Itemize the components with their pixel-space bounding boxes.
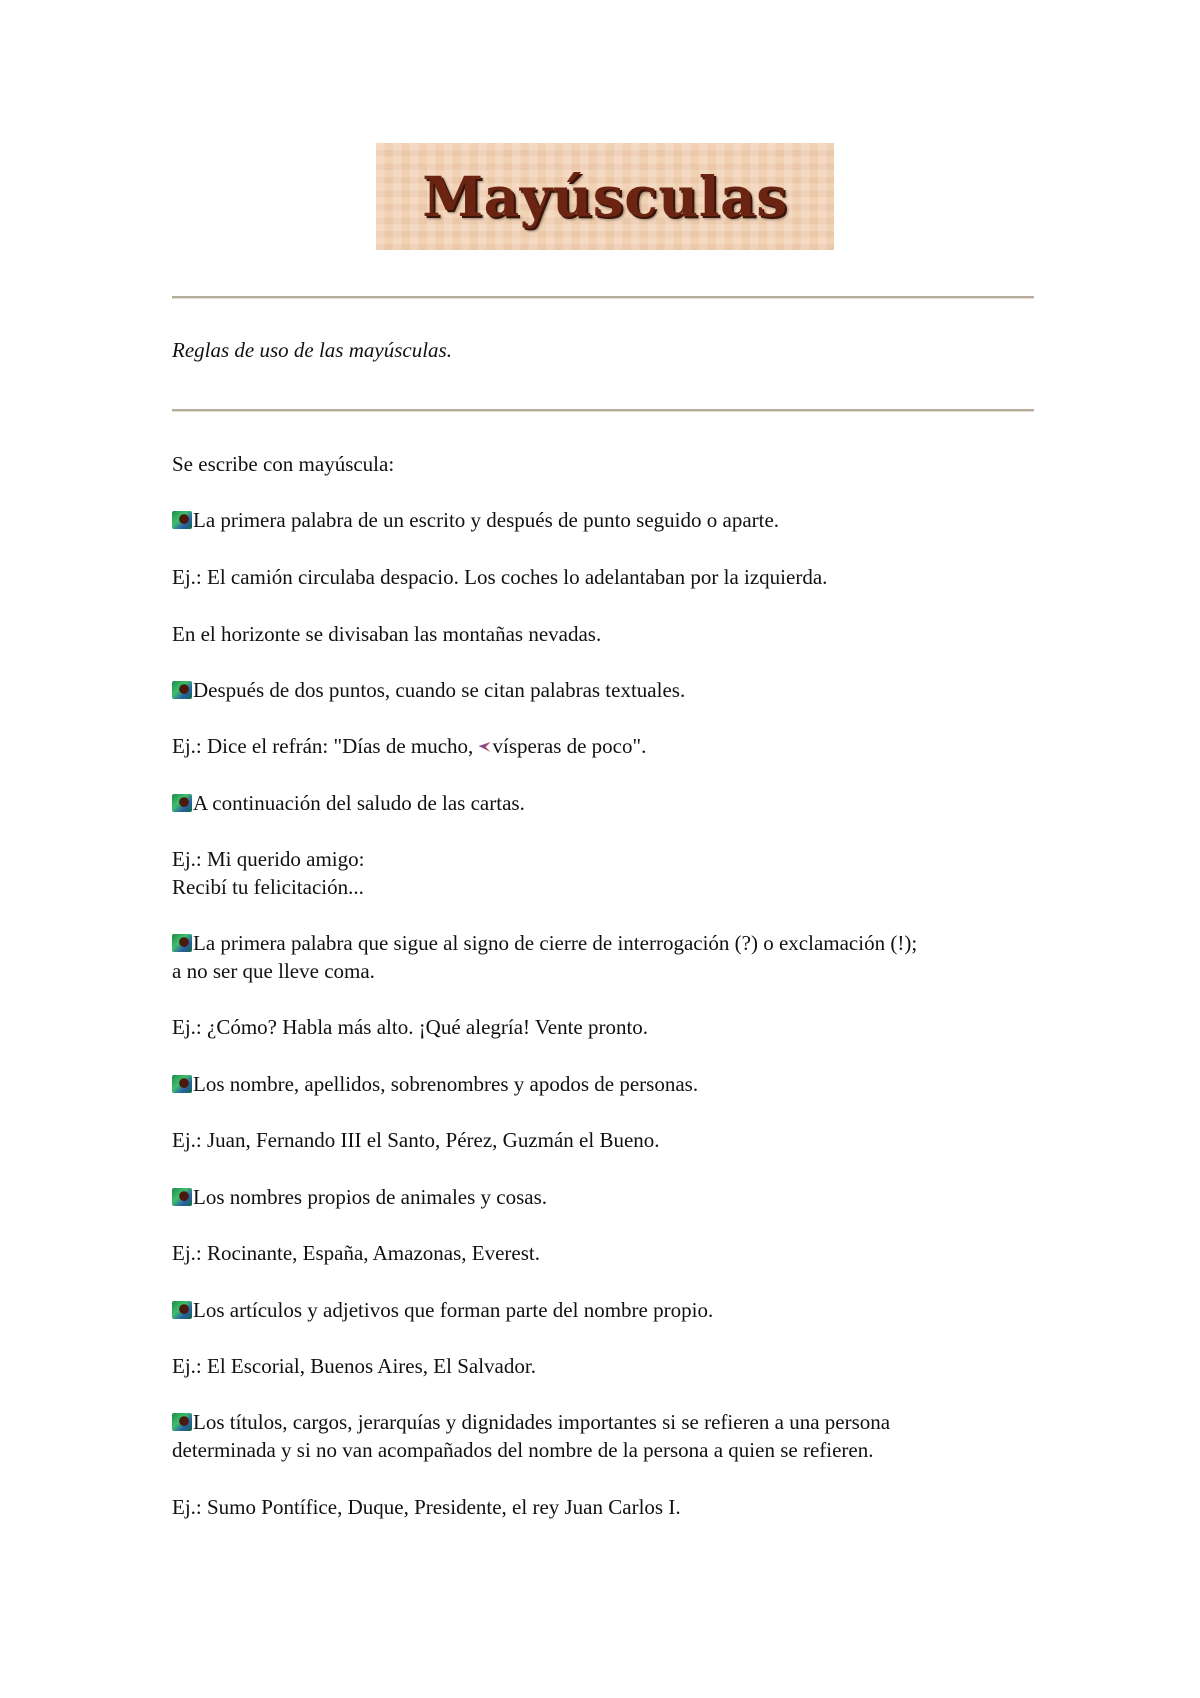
rule-text: Los títulos, cargos, jerarquías y dignidades importantes si se refieren a una persona [193,1410,891,1434]
bullet-icon [172,1413,192,1431]
example-line: En el horizonte se divisaban las montañas nevadas. [172,622,602,646]
bullet-icon [172,794,192,812]
example-line: Ej.: El camión circulaba despacio. Los coches lo adelantaban por la izquierda. [172,565,828,589]
quote-mark-icon [479,742,491,752]
bottom-divider [172,409,1034,412]
rule-text-continued: determinada y si no van acompañados del nombre de la persona a quien se refieren. [172,1438,874,1462]
bullet-icon [172,1188,192,1206]
example-line: Ej.: Sumo Pontífice, Duque, Presidente, el rey Juan Carlos I. [172,1495,681,1519]
bullet-icon [172,681,192,699]
page-subtitle: Reglas de uso de las mayúsculas. [172,338,452,362]
bullet-icon [172,1301,192,1319]
example-line: Ej.: El Escorial, Buenos Aires, El Salvador. [172,1354,536,1378]
example-text-before: Ej.: Dice el refrán: "Días de mucho, [172,734,479,758]
bullet-icon [172,1075,192,1093]
title-banner [376,143,834,250]
intro-text: Se escribe con mayúscula: [172,452,395,476]
example-line: Ej.: ¿Cómo? Habla más alto. ¡Qué alegría! Vente pronto. [172,1015,649,1039]
bullet-icon [172,511,192,529]
example-line: Ej.: Mi querido amigo: [172,847,365,871]
rule-item [172,1296,1052,1324]
example-line: Ej.: Juan, Fernando III el Santo, Pérez, Guzmán el Bueno. [172,1128,660,1152]
example-line: Ej.: Rocinante, España, Amazonas, Everest. [172,1241,540,1265]
rule-text: La primera palabra de un escrito y después de punto seguido o aparte. [193,508,780,532]
rule-text: La primera palabra que sigue al signo de cierre de interrogación (?) o exclamación (!); [193,931,918,955]
rule-text: Los nombre, apellidos, sobrenombres y apodos de personas. [193,1072,699,1096]
rule-item [172,929,1052,957]
rule-item [172,1070,1052,1098]
rule-item [172,1408,1052,1436]
rule-text: Después de dos puntos, cuando se citan palabras textuales. [193,678,686,702]
rule-text: Los nombres propios de animales y cosas. [193,1185,548,1209]
example-text-after: vísperas de poco". [492,734,647,758]
rule-item [172,506,1052,534]
page-title: Mayúsculas [422,164,788,229]
bullet-icon [172,934,192,952]
rule-text-continued: a no ser que lleve coma. [172,959,375,983]
rule-text: Los artículos y adjetivos que forman parte del nombre propio. [193,1298,714,1322]
top-divider [172,296,1034,299]
rule-item [172,676,1052,704]
rule-item [172,1183,1052,1211]
rule-text: A continuación del saludo de las cartas. [193,791,525,815]
rule-item [172,789,1052,817]
example-line [172,732,1052,760]
example-line: Recibí tu felicitación... [172,875,364,899]
